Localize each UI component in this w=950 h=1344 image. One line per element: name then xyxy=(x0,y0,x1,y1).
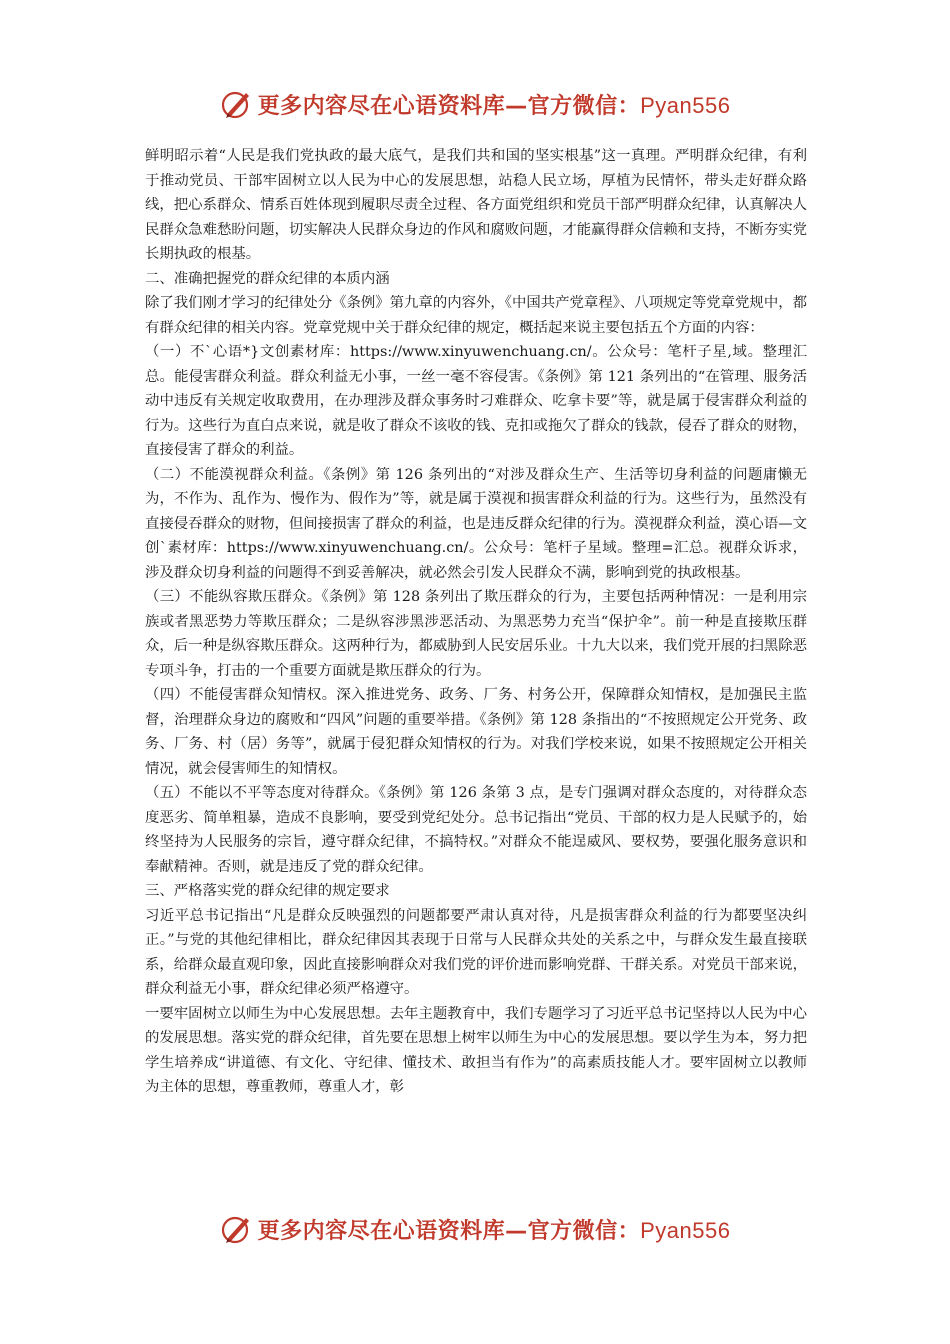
watermark-wechat-id: Pyan556 xyxy=(640,92,731,118)
paragraph: （四）不能侵害群众知情权。深入推进党务、政务、厂务、村务公开，保障群众知情权，是加强民主监督，治理群众身边的腐败和“四风”问题的重要举措。《条例》第 128 条指出的“不按照规定公开党务、政务、厂务、村（居）务等”，就属于侵犯群众知情权的行为。对我们学校来说，如果不按照规定公开相关情况，就会侵害师生的知情权。 xyxy=(145,687,807,777)
paragraph: （三）不能纵容欺压群众。《条例》第 128 条列出了欺压群众的行为，主要包括两种情况：一是利用宗族或者黑恶势力等欺压群众；二是纵容涉黑涉恶活动、为黑恶势力充当“保护伞”。前一种是直接欺压群众，后一种是纵容欺压群众。这两种行为，都威胁到人民安居乐业。十九大以来，我们党开展的扫黑除恶专项斗争，打击的一个重要方面就是欺压群众的行为。 xyxy=(145,589,807,679)
paragraph: （二）不能漠视群众利益。《条例》第 126 条列出的“对涉及群众生产、生活等切身利益的问题庸懒无为，不作为、乱作为、慢作为、假作为”等，就是属于漠视和损害群众利益的行为。这些行为，虽然没有直接侵吞群众的财物，但间接损害了群众的利益，也是违反群众纪律的行为。漠视群众利益，漠心语—文创`素材库：https://www.xinyuwenchuang.cn/。公众号：笔杆子星域。整理=汇总。视群众诉求，涉及群众切身利益的问题得不到妥善解决，就必然会引发人民群众不满，影响到党的执政根基。 xyxy=(145,466,807,581)
document-body xyxy=(145,144,807,1100)
section-heading: 二、准确把握党的群众纪律的本质内涵 xyxy=(145,270,390,287)
paragraph: 除了我们刚才学习的纪律处分《条例》第九章的内容外，《中国共产党章程》、八项规定等党章党规中，都有群众纪律的相关内容。党章党规中关于群众纪律的规定，概括起来说主要包括五个方面的内容： xyxy=(145,295,807,336)
paragraph: 鲜明昭示着“人民是我们党执政的最大底气，是我们共和国的坚实根基”这一真理。严明群众纪律，有利于推动党员、干部牢固树立以人民为中心的发展思想，站稳人民立场，厚植为民情怀，带头走好群众路线，把心系群众、情系百姓体现到履职尽责全过程、各方面党组织和党员干部严明群众纪律，认真解决人民群众急难愁盼问题，切实解决人民群众身边的作风和腐败问题，才能赢得群众信赖和支持，不断夯实党长期执政的根基。 xyxy=(145,148,807,262)
watermark-text: 更多内容尽在心语资料库—官方微信： xyxy=(257,93,641,119)
watermark-banner-bottom xyxy=(0,1209,950,1249)
paragraph: （五）不能以不平等态度对待群众。《条例》第 126 条第 3 点，是专门强调对群众态度的，对待群众态度恶劣、简单粗暴，造成不良影响，要受到党纪处分。总书记指出“党员、干部的权力是人民赋予的，始终坚持为人民服务的宗旨，遵守群众纪律，不搞特权。”对群众不能逞威风、要权势，要强化服务意识和奉献精神。否则，就是违反了党的群众纪律。 xyxy=(145,785,807,875)
paragraph: 一要牢固树立以师生为中心发展思想。去年主题教育中，我们专题学习了习近平总书记坚持以人民为中心的发展思想。落实党的群众纪律，首先要在思想上树牢以师生为中心的发展思想。要以学生为本，努力把学生培养成“讲道德、有文化、守纪律、懂技术、敢担当有作为”的高素质技能人才。要牢固树立以教师为主体的思想，尊重教师，尊重人才，彰 xyxy=(145,1005,807,1095)
section-heading: 三、严格落实党的群众纪律的规定要求 xyxy=(145,883,390,899)
watermark-text: 更多内容尽在心语资料库—官方微信： xyxy=(257,1218,641,1244)
paragraph: 习近平总书记指出“凡是群众反映强烈的问题都要严肃认真对待，凡是损害群众利益的行为都要坚决纠正。”与党的其他纪律相比，群众纪律因其表现于日常与人民群众共处的关系之中，与群众发生最直接联系，给群众最直观印象，因此直接影响群众对我们党的评价进而影响党群、干群关系。对党员干部来说，群众利益无小事，群众纪律必须严格遵守。 xyxy=(145,907,807,997)
pen-logo-icon xyxy=(220,1212,254,1246)
watermark-banner-top xyxy=(0,84,950,124)
watermark-wechat-id: Pyan556 xyxy=(640,1217,731,1243)
pen-logo-icon xyxy=(220,87,254,121)
paragraph: （一）不`心语*}文创素材库：https://www.xinyuwenchuang.cn/。公众号：笔杆子星,域。整理汇总。能侵害群众利益。群众利益无小事，一丝一毫不容侵害。《条例》第 121 条列出的“在管理、服务活动中违反有关规定收取费用，在办理涉及群众事务时刁难群众、吃拿卡要”等，就是属于侵害群众利益的行为。这些行为直白点来说，就是收了群众不该收的钱、克扣或拖欠了群众的钱款，侵吞了群众的财物，直接侵害了群众的利益。 xyxy=(145,344,807,458)
